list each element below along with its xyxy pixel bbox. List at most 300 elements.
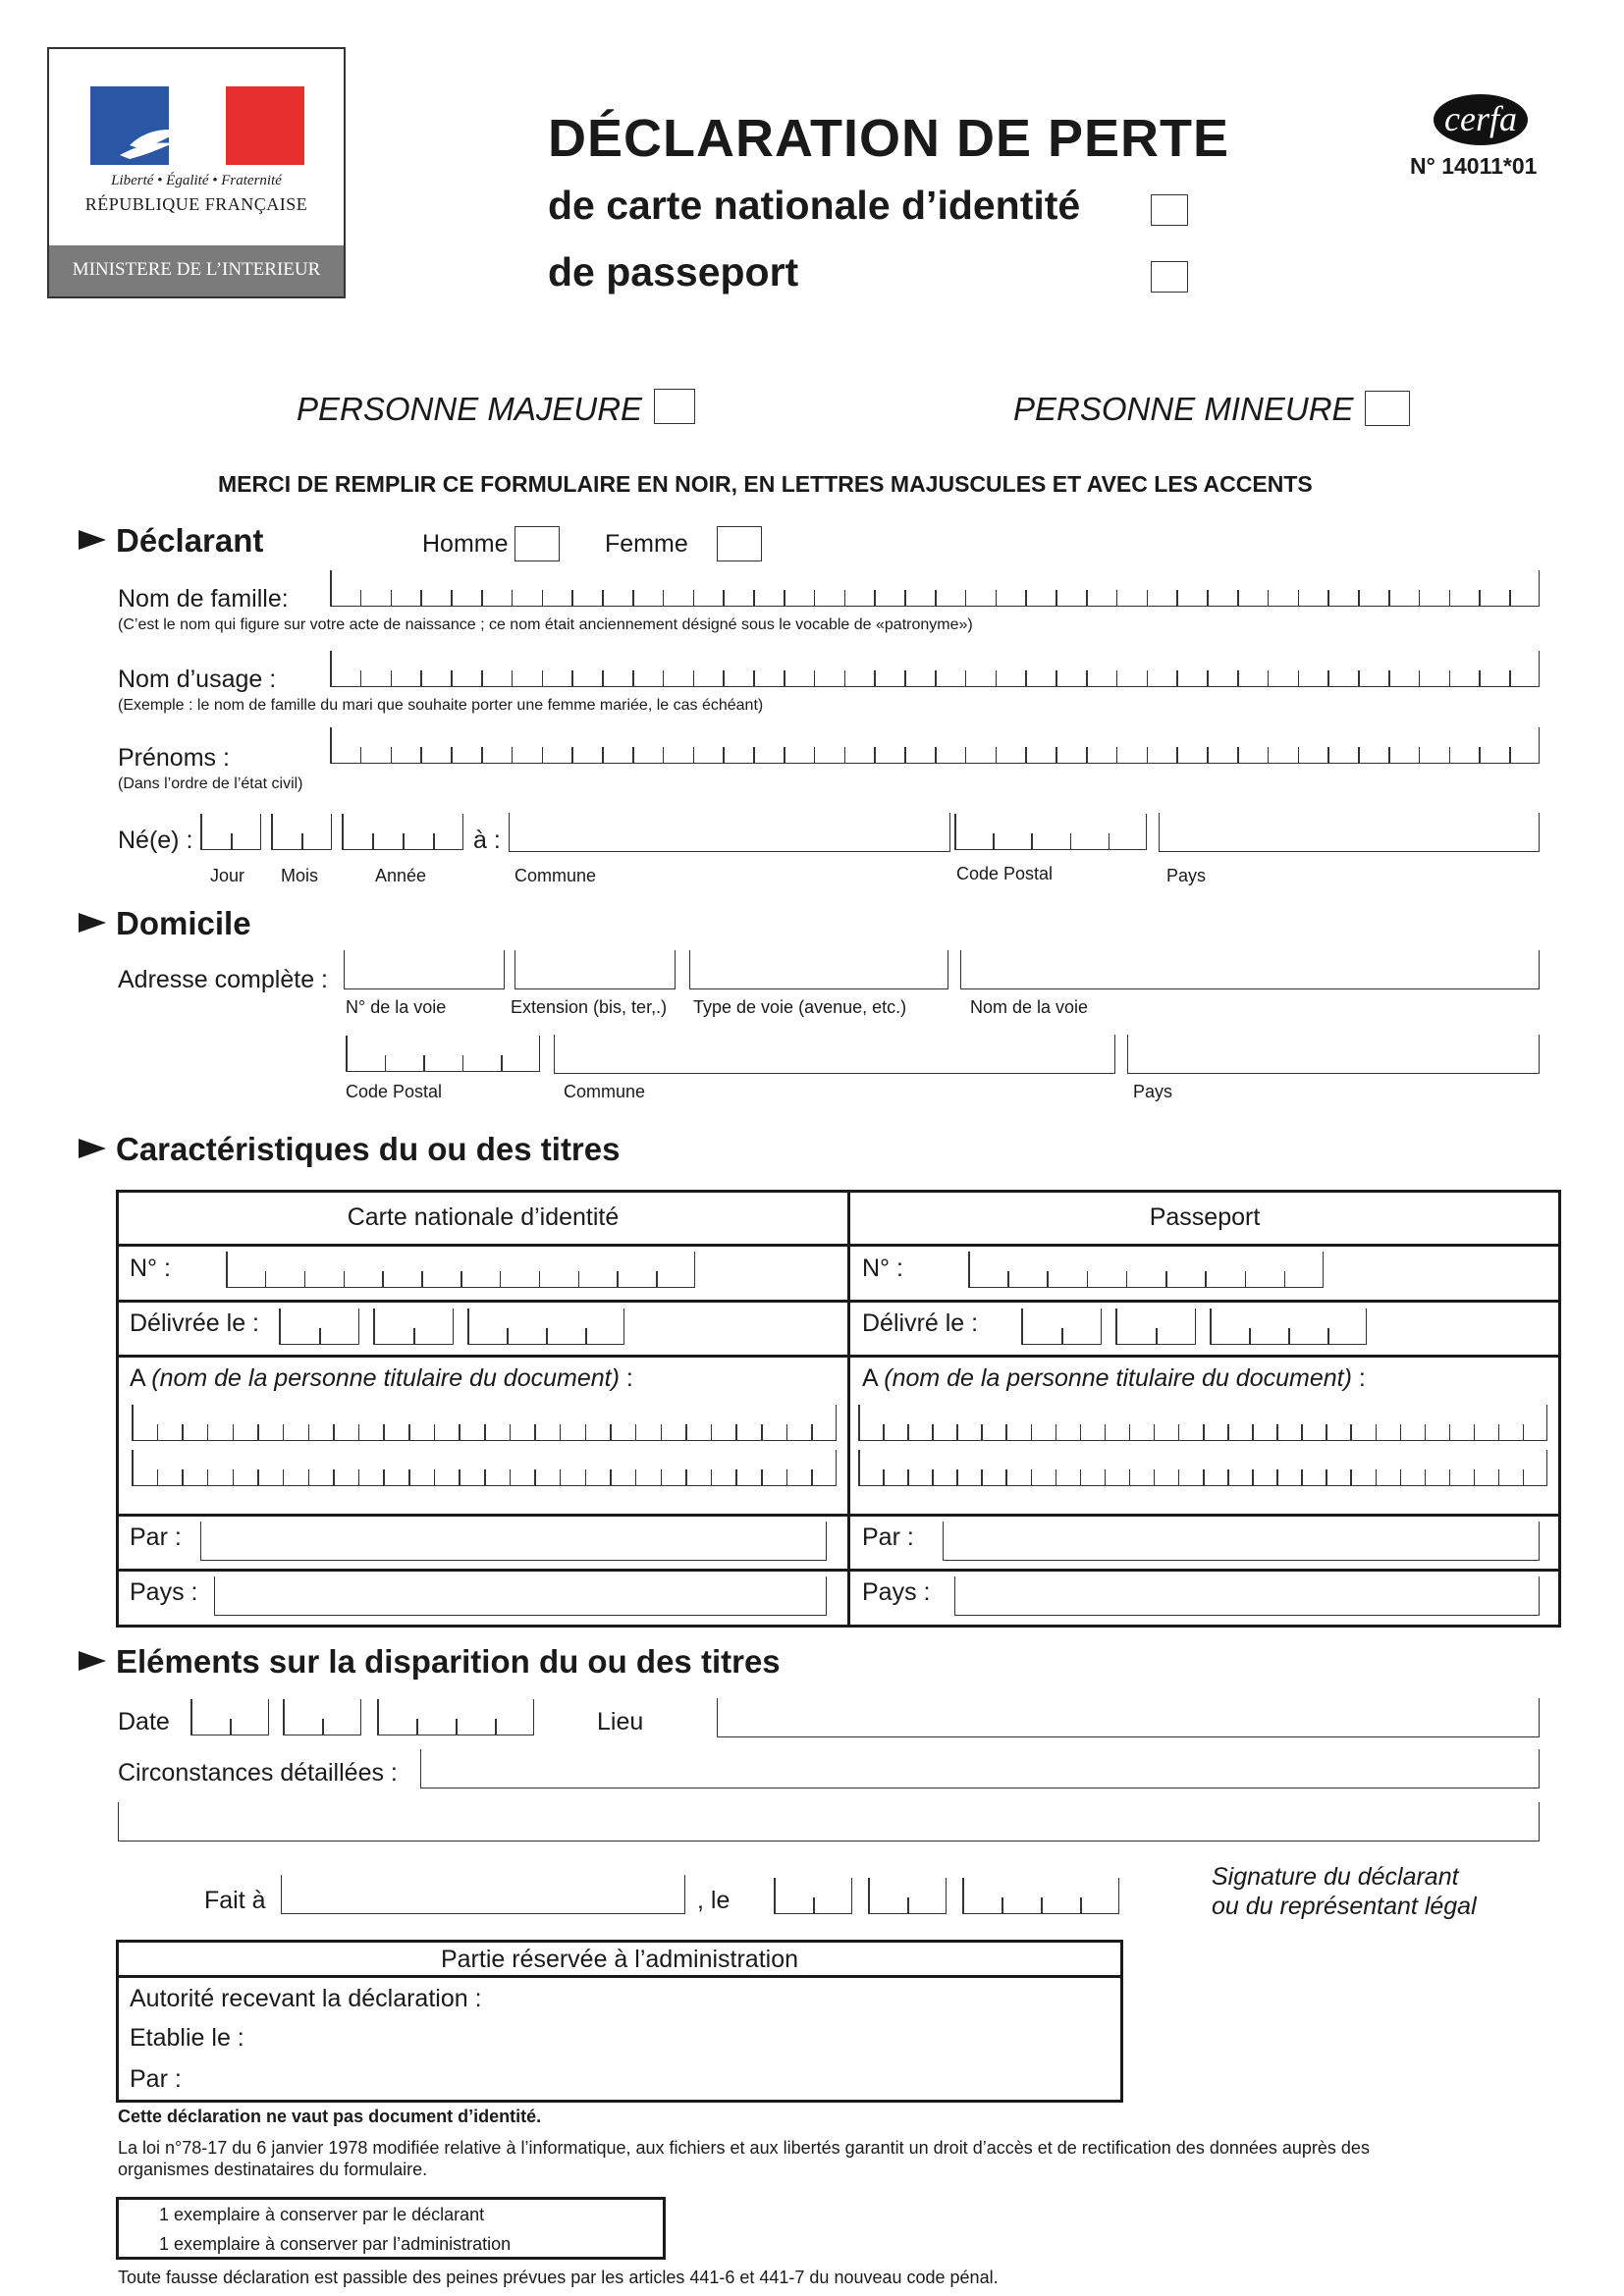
domicile-country-input[interactable] (1127, 1035, 1540, 1074)
republic-motto: Liberté • Égalité • Fraternité (111, 173, 282, 188)
passport-holder-input-line1[interactable] (858, 1406, 1547, 1441)
comb-tick (319, 1328, 321, 1344)
passport-par-input[interactable] (943, 1522, 1540, 1561)
comb-tick (858, 1450, 860, 1485)
comb-tick (968, 1252, 970, 1287)
comb-tick (481, 747, 483, 763)
comb-tick (346, 1036, 348, 1071)
comb-tick (462, 1055, 464, 1071)
comb-tick (408, 1469, 410, 1485)
comb-tick (383, 1469, 385, 1485)
comb-tick (1154, 1469, 1156, 1485)
section-disparition-title: Eléments sur la disparition du ou des titres (116, 1643, 781, 1680)
admin-etablie-label: Etablie le : (130, 2024, 244, 2052)
comb-tick (1479, 747, 1481, 763)
comb-tick (1109, 833, 1110, 849)
comb-tick (342, 814, 344, 849)
pays-label: Pays (1166, 866, 1207, 885)
comb-tick (656, 1271, 658, 1287)
cni-pays-input[interactable] (214, 1576, 827, 1616)
comb-tick (811, 1424, 813, 1440)
fait-year-input[interactable] (962, 1879, 1119, 1914)
holder-note: (nom de la personne titulaire du document) (151, 1364, 620, 1392)
section-titres-title: Caractéristiques du ou des titres (116, 1131, 621, 1167)
lieu-input[interactable] (717, 1698, 1540, 1737)
comb-tick (1323, 1252, 1325, 1287)
comb-tick (1116, 590, 1118, 606)
comb-tick (735, 1469, 737, 1485)
comb-tick (851, 1878, 853, 1913)
birth-year-input[interactable] (342, 815, 463, 850)
comb-tick (1105, 1469, 1107, 1485)
comb-tick (1129, 1424, 1131, 1440)
comb-tick (271, 814, 273, 849)
footer-law-line2: organismes destinataires du formulaire. (118, 2160, 428, 2179)
comb-tick (723, 590, 725, 606)
person-major-label: PERSONNE MAJEURE (297, 391, 643, 427)
comb-tick (1474, 1424, 1476, 1440)
comb-tick (413, 1328, 415, 1344)
lieu-label: Lieu (597, 1708, 644, 1735)
comb-tick (510, 1424, 512, 1440)
comb-tick (534, 1469, 536, 1485)
street-number-input[interactable] (344, 950, 505, 989)
comb-tick (663, 747, 665, 763)
prenoms-note: (Dans l’ordre de l’état civil) (118, 775, 303, 792)
ne-label: Né(e) : (118, 827, 193, 854)
comb-tick (753, 590, 755, 606)
disparition-day-input[interactable] (190, 1700, 269, 1735)
birth-postal-input[interactable] (954, 815, 1147, 850)
comb-tick (1539, 727, 1541, 763)
comb-tick (844, 747, 846, 763)
comb-tick (360, 1699, 362, 1735)
passport-delivre-month-input[interactable] (1115, 1309, 1196, 1345)
comb-tick (685, 1469, 687, 1485)
comb-tick (1388, 590, 1390, 606)
comb-tick (308, 1469, 310, 1485)
holder-colon: : (1358, 1364, 1366, 1392)
comb-tick (1237, 747, 1239, 763)
comb-tick (1288, 1328, 1290, 1344)
comb-tick (1419, 590, 1421, 606)
comb-tick (1207, 747, 1209, 763)
domicile-commune-input[interactable] (554, 1035, 1115, 1074)
comb-tick (786, 1424, 788, 1440)
comb-tick (904, 590, 906, 606)
comb-tick (1509, 590, 1511, 606)
cni-checkbox[interactable] (1151, 194, 1188, 226)
comb-tick (723, 747, 725, 763)
comb-tick (1276, 1469, 1278, 1485)
copy-declarant: 1 exemplaire à conserver par le déclarant (159, 2205, 485, 2224)
passport-checkbox[interactable] (1151, 261, 1188, 293)
comb-tick (1178, 1469, 1180, 1485)
cni-delivree-label: Délivrée le : (130, 1309, 259, 1337)
prenoms-input[interactable] (330, 728, 1540, 764)
comb-tick (1056, 747, 1057, 763)
comb-tick (391, 590, 393, 606)
comb-tick (484, 1424, 486, 1440)
cni-pays-label: Pays : (130, 1578, 198, 1606)
comb-tick (1056, 1424, 1057, 1440)
comb-tick (1245, 1271, 1247, 1287)
page-title: DÉCLARATION DE PERTE (548, 109, 1230, 168)
cni-delivree-month-input[interactable] (373, 1309, 454, 1345)
passport-delivre-day-input[interactable] (1021, 1309, 1102, 1345)
comb-tick (1479, 590, 1481, 606)
extension-label: Extension (bis, ter,.) (511, 997, 668, 1017)
domicile-postal-label: Code Postal (346, 1082, 443, 1101)
code-postal-label: Code Postal (956, 864, 1054, 883)
republic-name: RÉPUBLIQUE FRANÇAISE (84, 194, 308, 214)
comb-tick (1358, 590, 1360, 606)
table-row-divider (116, 1569, 1561, 1572)
comb-tick (956, 1469, 958, 1485)
cni-holder-input-line2[interactable] (132, 1451, 837, 1486)
comb-tick (403, 833, 405, 849)
comb-tick (333, 1424, 335, 1440)
comb-tick (484, 1469, 486, 1485)
comb-tick (1080, 1469, 1082, 1485)
footer-penal: Toute fausse déclaration est passible des peines prévues par les articles 441-6 et 441-7 du nouveau code pénal. (118, 2268, 999, 2287)
comb-tick (1001, 1897, 1003, 1913)
jour-label: Jour (210, 866, 245, 885)
comb-tick (965, 670, 967, 686)
comb-tick (585, 1328, 587, 1344)
comb-tick (391, 670, 393, 686)
nom-famille-input[interactable] (330, 571, 1540, 607)
annee-label: Année (375, 866, 427, 885)
comb-tick (1327, 590, 1329, 606)
comb-tick (1449, 670, 1451, 686)
comb-tick (460, 1271, 462, 1287)
comb-tick (836, 1450, 838, 1485)
comb-tick (874, 590, 876, 606)
comb-tick (571, 670, 573, 686)
comb-tick (761, 1469, 763, 1485)
comb-tick (965, 747, 967, 763)
passport-pays-input[interactable] (954, 1576, 1540, 1616)
comb-tick (1005, 1469, 1007, 1485)
footer-law-line1: La loi n°78-17 du 6 janvier 1978 modifiée relative à l’informatique, aux fichiers et aux libertés garantit un droit d’accès et de rectification des données auprès des (118, 2138, 1370, 2158)
cni-delivree-year-input[interactable] (467, 1309, 624, 1345)
cerfa-logo-text: cerfa (1444, 99, 1517, 138)
street-name-input[interactable] (960, 950, 1540, 989)
comb-tick (1061, 1328, 1063, 1344)
passport-numero-input[interactable] (968, 1253, 1324, 1288)
comb-tick (1268, 590, 1270, 606)
comb-tick (1147, 670, 1149, 686)
comb-tick (1350, 1469, 1352, 1485)
comb-tick (434, 1469, 436, 1485)
passport-holder-label (862, 1364, 1366, 1393)
comb-tick (157, 1424, 159, 1440)
comb-tick (1031, 1469, 1033, 1485)
comb-tick (1205, 1271, 1207, 1287)
comb-tick (1546, 1450, 1548, 1485)
comb-tick (1154, 1424, 1156, 1440)
cni-numero-input[interactable] (226, 1253, 695, 1288)
comb-tick (1327, 1328, 1329, 1344)
comb-tick (868, 1878, 870, 1913)
nom-famille-note: (C’est le nom qui figure sur votre acte de naissance ; ce nom était anciennement désigné sous le vocable de «patronyme») (118, 616, 973, 633)
comb-tick (1449, 590, 1451, 606)
comb-tick (693, 747, 695, 763)
comb-tick (182, 1469, 184, 1485)
femme-checkbox[interactable] (717, 526, 762, 561)
comb-tick (1025, 670, 1027, 686)
birth-country-input[interactable] (1159, 813, 1540, 852)
comb-tick (230, 1719, 232, 1735)
disparition-year-input[interactable] (377, 1700, 534, 1735)
passport-numero-label: N° : (862, 1255, 903, 1282)
comb-tick (1195, 1308, 1197, 1344)
comb-tick (1301, 1469, 1303, 1485)
comb-tick (1031, 1424, 1033, 1440)
comb-tick (874, 747, 876, 763)
signature-label-line1: Signature du déclarant (1212, 1863, 1459, 1891)
comb-tick (416, 1719, 418, 1735)
comb-tick (907, 1469, 909, 1485)
nom-famille-label: Nom de famille: (118, 585, 289, 613)
comb-tick (1523, 1469, 1525, 1485)
comb-tick (571, 590, 573, 606)
comb-tick (1298, 590, 1300, 606)
circonstances-input-line2[interactable] (118, 1802, 1540, 1842)
comb-tick (711, 1424, 713, 1440)
comb-tick (784, 670, 785, 686)
comb-tick (844, 670, 846, 686)
comb-tick (283, 1699, 285, 1735)
comb-tick (1268, 670, 1270, 686)
comb-tick (512, 747, 514, 763)
fait-month-input[interactable] (868, 1879, 947, 1914)
comb-tick (632, 670, 634, 686)
comb-tick (904, 670, 906, 686)
holder-a-prefix: A (130, 1364, 145, 1392)
comb-tick (844, 590, 846, 606)
comb-tick (512, 670, 514, 686)
ministry-logo (47, 47, 346, 298)
comb-tick (585, 1424, 587, 1440)
nom-usage-note: (Exemple : le nom de famille du mari que souhaite porter une femme mariée, le cas échéant) (118, 697, 764, 714)
disparition-month-input[interactable] (283, 1700, 361, 1735)
comb-tick (1449, 1469, 1451, 1485)
comb-tick (1086, 590, 1088, 606)
comb-tick (981, 1469, 983, 1485)
comb-tick (451, 590, 453, 606)
comb-tick (385, 1055, 387, 1071)
table-column-divider (847, 1190, 850, 1628)
comb-tick (1025, 590, 1027, 606)
comb-tick (391, 747, 393, 763)
comb-tick (283, 1469, 285, 1485)
comb-tick (157, 1469, 159, 1485)
comb-tick (1129, 1469, 1131, 1485)
comb-tick (360, 590, 362, 606)
comb-tick (542, 747, 544, 763)
fait-day-input[interactable] (774, 1879, 852, 1914)
comb-tick (1227, 1469, 1229, 1485)
comb-tick (132, 1405, 134, 1440)
comb-tick (693, 590, 695, 606)
comb-tick (786, 1469, 788, 1485)
comb-tick (663, 670, 665, 686)
comb-tick (1276, 1424, 1278, 1440)
comb-tick (1498, 1469, 1500, 1485)
comb-tick (265, 1271, 267, 1287)
comb-tick (481, 590, 483, 606)
comb-tick (456, 1719, 458, 1735)
comb-tick (226, 1252, 228, 1287)
comb-tick (1086, 670, 1088, 686)
comb-tick (632, 747, 634, 763)
comb-tick (1203, 1469, 1205, 1485)
section-arrow-icon (79, 913, 106, 933)
comb-tick (207, 1424, 209, 1440)
comb-tick (610, 1424, 612, 1440)
comb-tick (279, 1308, 281, 1344)
prenoms-label: Prénoms : (118, 744, 230, 772)
comb-tick (377, 1699, 379, 1735)
comb-tick (981, 1424, 983, 1440)
comb-tick (962, 1878, 964, 1913)
comb-tick (1087, 1271, 1089, 1287)
holder-note: (nom de la personne titulaire du document) (884, 1364, 1352, 1392)
person-minor-checkbox[interactable] (1365, 391, 1410, 426)
marianne-flag-icon (90, 86, 304, 165)
comb-tick (1178, 1424, 1180, 1440)
homme-checkbox[interactable] (514, 526, 560, 561)
nom-usage-input[interactable] (330, 652, 1540, 687)
section-arrow-icon (79, 530, 106, 550)
passport-holder-input-line2[interactable] (858, 1451, 1547, 1486)
comb-tick (693, 670, 695, 686)
comb-tick (784, 747, 785, 763)
comb-tick (610, 1469, 612, 1485)
comb-tick (1327, 747, 1329, 763)
nom-usage-label: Nom d’usage : (118, 666, 277, 693)
comb-tick (1252, 1424, 1254, 1440)
comb-tick (1425, 1424, 1427, 1440)
comb-tick (260, 814, 262, 849)
section-declarant-title: Déclarant (116, 522, 264, 559)
passport-delivre-year-input[interactable] (1210, 1309, 1367, 1345)
comb-tick (1056, 590, 1057, 606)
birth-month-input[interactable] (271, 815, 332, 850)
comb-tick (1400, 1424, 1402, 1440)
comb-tick (233, 1424, 235, 1440)
comb-tick (1419, 670, 1421, 686)
comb-tick (935, 590, 937, 606)
comb-tick (358, 1424, 360, 1440)
birth-commune-input[interactable] (509, 813, 950, 852)
admin-autorite-label: Autorité recevant la déclaration : (130, 1985, 482, 2012)
comb-tick (542, 670, 544, 686)
section-arrow-icon (79, 1651, 106, 1671)
comb-tick (602, 590, 604, 606)
comb-tick (774, 1878, 776, 1913)
comb-tick (257, 1469, 259, 1485)
table-row-divider (116, 1300, 1561, 1303)
fait-a-input[interactable] (281, 1875, 685, 1914)
comb-tick (1203, 1424, 1205, 1440)
comb-tick (383, 1424, 385, 1440)
comb-tick (495, 1719, 497, 1735)
passport-column-header: Passeport (1149, 1203, 1261, 1231)
comb-tick (1388, 670, 1390, 686)
comb-tick (635, 1424, 637, 1440)
comb-tick (434, 1424, 436, 1440)
comb-tick (956, 1424, 958, 1440)
circonstances-input-line1[interactable] (420, 1749, 1540, 1789)
comb-tick (331, 814, 333, 849)
comb-tick (1284, 1271, 1286, 1287)
comb-tick (883, 1469, 885, 1485)
femme-label: Femme (605, 530, 688, 558)
passport-delivre-label: Délivré le : (862, 1309, 979, 1337)
comb-tick (932, 1424, 934, 1440)
comb-tick (632, 590, 634, 606)
comb-tick (1070, 833, 1072, 849)
comb-tick (761, 1424, 763, 1440)
comb-tick (207, 1469, 209, 1485)
comb-tick (132, 1450, 134, 1485)
comb-tick (1449, 747, 1451, 763)
comb-tick (858, 1405, 860, 1440)
comb-tick (360, 670, 362, 686)
domicile-postal-input[interactable] (346, 1037, 540, 1072)
street-extension-input[interactable] (514, 950, 676, 989)
comb-tick (874, 670, 876, 686)
signature-label-line2: ou du représentant légal (1212, 1893, 1477, 1920)
birth-day-input[interactable] (200, 815, 261, 850)
comb-tick (571, 747, 573, 763)
comb-tick (1252, 1469, 1254, 1485)
comb-tick (1176, 590, 1178, 606)
comb-tick (1056, 670, 1057, 686)
section-domicile-title: Domicile (116, 905, 251, 941)
comb-tick (500, 1271, 502, 1287)
comb-tick (560, 1424, 562, 1440)
person-major-checkbox[interactable] (654, 389, 695, 424)
comb-tick (1086, 747, 1088, 763)
domicile-pays-label: Pays (1133, 1082, 1173, 1101)
cni-holder-input-line1[interactable] (132, 1406, 837, 1441)
footer-warning: Cette déclaration ne vaut pas document d’identité. (118, 2107, 542, 2126)
comb-tick (1301, 1424, 1303, 1440)
comb-tick (993, 833, 995, 849)
title-cni-line: de carte nationale d’identité (548, 183, 1081, 228)
comb-tick (1207, 590, 1209, 606)
comb-tick (1041, 1897, 1043, 1913)
comb-tick (996, 670, 998, 686)
table-row-divider (116, 1244, 1561, 1247)
comb-tick (358, 1469, 360, 1485)
cni-delivree-day-input[interactable] (279, 1309, 359, 1345)
comb-tick (965, 590, 967, 606)
cni-par-input[interactable] (200, 1522, 827, 1561)
comb-tick (459, 1424, 460, 1440)
street-type-input[interactable] (689, 950, 948, 989)
comb-tick (1298, 670, 1300, 686)
mois-label: Mois (281, 866, 319, 885)
comb-tick (946, 1878, 947, 1913)
comb-tick (814, 590, 816, 606)
comb-tick (663, 590, 665, 606)
comb-tick (1523, 1424, 1525, 1440)
